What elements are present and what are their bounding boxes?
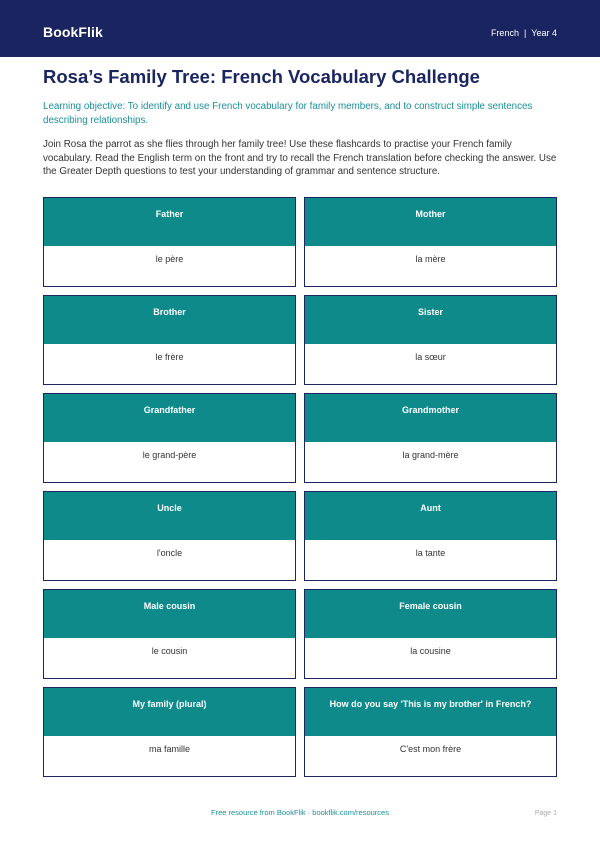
flashcard[interactable] (43, 295, 296, 385)
subject-name: French (490, 28, 519, 38)
flashcard-back: le cousin (151, 646, 188, 656)
learning-objective: Learning objective: To identify and use French vocabulary for family members, and to construct simple sentences describing relationships. (43, 101, 533, 126)
subject-separator: | (523, 28, 527, 38)
flashcard[interactable] (43, 491, 296, 581)
flashcard-back: ma famille (148, 744, 190, 754)
flashcard-front: My family (plural) (44, 688, 295, 736)
flashcard-front: Male cousin (44, 590, 295, 638)
flashcard-front: Brother (44, 296, 295, 344)
subject-label (491, 28, 557, 38)
flashcard-back: la grand-mère (402, 450, 459, 460)
flashcard-back: la mère (415, 254, 446, 264)
flashcard[interactable] (304, 687, 557, 777)
flashcard[interactable] (43, 393, 296, 483)
flashcard-grid (43, 197, 557, 777)
flashcard-front: Father (44, 198, 295, 246)
flashcard[interactable] (304, 197, 557, 287)
flashcard[interactable] (43, 687, 296, 777)
flashcard[interactable] (43, 589, 296, 679)
flashcard-back: le père (155, 254, 184, 264)
flashcard-back: C'est mon frère (399, 744, 462, 754)
flashcard[interactable] (304, 491, 557, 581)
intro-text: Join Rosa the parrot as she flies through her family tree! Use these flashcards to practise your French family vocabulary. Read the English term on the front and try to recall the French translation before checking the answer. Use the Greater Depth questions to test your understanding of grammar and sentence structure. (43, 139, 557, 177)
flashcard[interactable] (304, 393, 557, 483)
flashcard-front: Grandmother (305, 394, 556, 442)
flashcard-front: Uncle (44, 492, 295, 540)
flashcard-front: Grandfather (44, 394, 295, 442)
flashcard[interactable] (304, 589, 557, 679)
flashcard-back: la sœur (415, 352, 446, 362)
flashcard-front: Mother (305, 198, 556, 246)
flashcard[interactable] (304, 295, 557, 385)
flashcard[interactable] (43, 197, 296, 287)
footer-text[interactable]: Free resource from BookFlik · bookflik.com/resources (211, 808, 389, 817)
page-header (0, 0, 600, 57)
flashcard-front: Aunt (305, 492, 556, 540)
flashcard-back: le frère (155, 352, 184, 362)
brand-logo[interactable]: BookFlik (43, 24, 103, 40)
flashcard-back: la cousine (410, 646, 451, 656)
flashcard-back: le grand-père (142, 450, 197, 460)
page-number: Page 1 (534, 810, 557, 817)
flashcard-back: la tante (415, 548, 446, 558)
page-title: Rosa’s Family Tree: French Vocabulary Challenge (43, 66, 480, 87)
flashcard-back: l'oncle (156, 548, 183, 558)
flashcard-front: How do you say 'This is my brother' in French? (305, 688, 556, 736)
flashcard-front: Female cousin (305, 590, 556, 638)
year-label: Year 4 (531, 28, 557, 38)
flashcard-front: Sister (305, 296, 556, 344)
